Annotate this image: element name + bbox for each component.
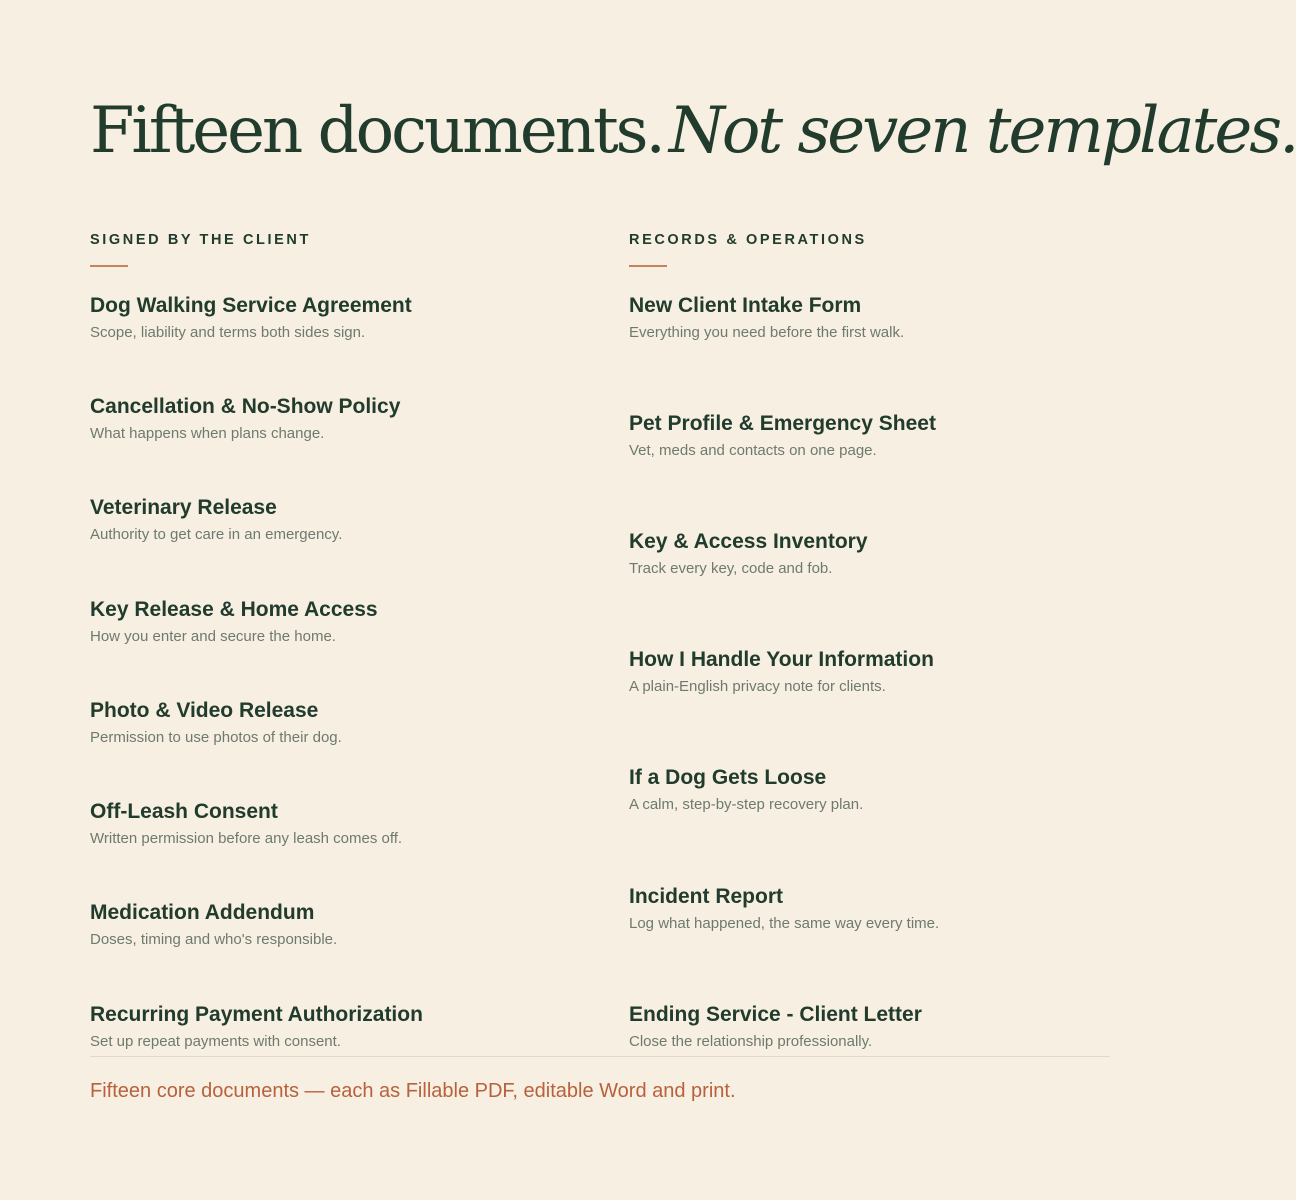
doc-item	[629, 884, 1109, 934]
doc-title: Medication Addendum	[90, 901, 315, 924]
doc-description: How you enter and secure the home.	[90, 628, 336, 645]
doc-title: New Client Intake Form	[629, 294, 862, 317]
doc-title: How I Handle Your Information	[629, 648, 934, 671]
doc-item	[629, 293, 1109, 343]
doc-item	[90, 394, 570, 444]
doc-title: Ending Service - Client Letter	[629, 1003, 922, 1026]
doc-title: Photo & Video Release	[90, 699, 319, 722]
footer-note: Fifteen core documents — each as Fillable PDF, editable Word and print.	[90, 1080, 736, 1102]
doc-description: A plain-English privacy note for clients.	[629, 678, 886, 695]
headline-emphasis: Not seven templates.	[668, 94, 1296, 168]
doc-item	[90, 799, 570, 849]
doc-description: Everything you need before the first walk.	[629, 324, 905, 341]
section-rule	[90, 265, 128, 267]
section-rule	[629, 265, 667, 267]
doc-item	[90, 495, 570, 545]
doc-item	[90, 1002, 570, 1052]
section-label-records: RECORDS & OPERATIONS	[629, 232, 867, 248]
doc-description: Written permission before any leash comes off.	[90, 830, 403, 847]
doc-title: Dog Walking Service Agreement	[90, 294, 412, 317]
doc-item	[629, 529, 1109, 579]
doc-item	[90, 597, 570, 647]
doc-title: Incident Report	[629, 885, 784, 908]
doc-description: What happens when plans change.	[90, 425, 325, 442]
doc-description: Track every key, code and fob.	[629, 560, 833, 577]
doc-item	[629, 1002, 1109, 1052]
doc-description: Doses, timing and who's responsible.	[90, 931, 338, 948]
doc-description: Permission to use photos of their dog.	[90, 729, 342, 746]
doc-title: Key Release & Home Access	[90, 598, 378, 621]
doc-description: Scope, liability and terms both sides sign.	[90, 324, 366, 341]
doc-item	[90, 900, 570, 950]
doc-description: Log what happened, the same way every time.	[629, 915, 940, 932]
doc-item	[629, 647, 1109, 697]
headline	[90, 86, 1296, 176]
doc-item	[90, 698, 570, 748]
footer-divider	[90, 1056, 1110, 1057]
page	[90, 0, 1296, 1200]
doc-title: Cancellation & No-Show Policy	[90, 395, 401, 418]
doc-description: A calm, step-by-step recovery plan.	[629, 796, 864, 813]
doc-title: Recurring Payment Authorization	[90, 1003, 423, 1026]
doc-item	[629, 411, 1109, 461]
doc-description: Set up repeat payments with consent.	[90, 1033, 341, 1050]
headline-lead: Fifteen documents.	[90, 94, 663, 168]
doc-description: Close the relationship professionally.	[629, 1033, 873, 1050]
doc-title: Off-Leash Consent	[90, 800, 278, 823]
doc-item	[629, 765, 1109, 815]
doc-description: Vet, meds and contacts on one page.	[629, 442, 877, 459]
doc-description: Authority to get care in an emergency.	[90, 526, 343, 543]
doc-title: Key & Access Inventory	[629, 530, 868, 553]
doc-title: Pet Profile & Emergency Sheet	[629, 412, 936, 435]
doc-title: If a Dog Gets Loose	[629, 766, 827, 789]
doc-item	[90, 293, 570, 343]
section-label-signed: SIGNED BY THE CLIENT	[90, 232, 311, 248]
doc-title: Veterinary Release	[90, 496, 277, 519]
